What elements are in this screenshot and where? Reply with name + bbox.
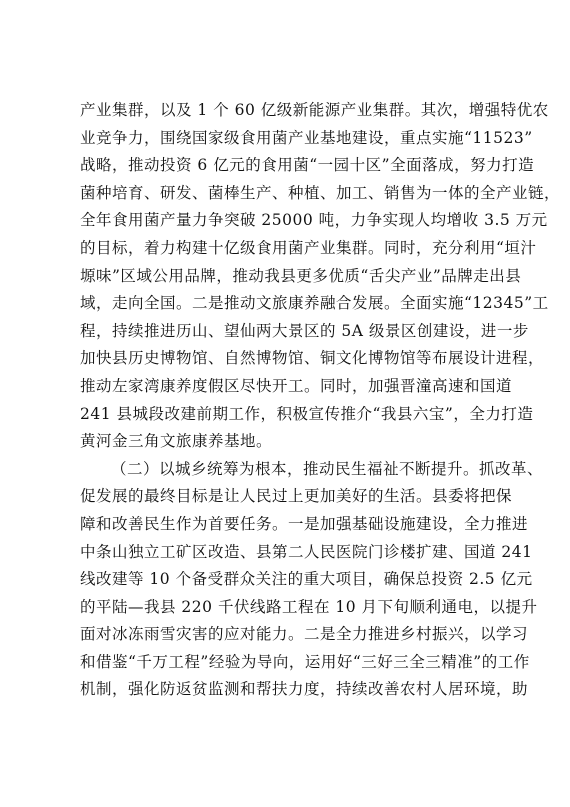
text-line: 中条山独立工矿区改造、县第二人民医院门诊楼扩建、国道 241 [80,542,533,561]
text-line: 加快县历史博物馆、自然博物馆、铜文化博物馆等布展设计进程， [80,349,545,368]
text-line: 程，持续推进历山、望仙两大景区的 5A 级景区创建设，进一步 [80,321,529,340]
text-line: 战略，推动投资 6 亿元的食用菌“一园十区”全面落成，努力打造 [80,156,535,175]
text-line: 产业集群，以及 1 个 60 亿级新能源产业集群。其次，增强特优农 [80,101,549,119]
text-line: 菌种培育、研发、菌棒生产、种植、加工、销售为一体的全产业链， [80,183,561,202]
text-line: 的目标，着力构建十亿级食用菌产业集群。同时，充分利用“垣汁 [80,238,537,257]
text-line: 的平陆—我县 220 千伏线路工程在 10 月下旬顺利通电，以提升 [80,597,538,616]
text-line: 促发展的最终目标是让人民过上更加美好的生活。县委将把保 [80,487,513,506]
text-line: 线改建等 10 个备受群众关注的重大项目，确保总投资 2.5 亿元 [80,570,533,589]
text-line: 域，走向全国。二是推动文旅康养融合发展。全面实施“12345”工 [80,294,549,313]
text-line: 全年食用菌产量力争突破 25000 吨，力争实现人均增收 3.5 万元 [80,211,548,230]
text-line: 机制，强化防返贫监测和帮扶力度，持续改善农村人居环境，助 [80,680,529,699]
text-line: 黄河金三角文旅康养基地。 [80,432,273,451]
text-line: 推动左家湾康养度假区尽快开工。同时，加强晋潼高速和国道 [80,376,513,395]
text-line: 塬味”区域公用品牌，推动我县更多优质“舌尖产业”品牌走出县 [80,266,522,285]
text-line: 241 县城段改建前期工作，积极宣传推介“我县六宝”，全力打造 [80,404,534,423]
text-line: 面对冰冻雨雪灾害的应对能力。二是全力推进乡村振兴，以学习 [80,625,529,644]
section-heading-line: （二）以城乡统筹为根本，推动民生福祉不断提升。抓改革、 [111,459,544,478]
text-line: 和借鉴“千万工程”经验为导向，运用好“三好三全三精准”的工作 [80,652,530,671]
text-line: 障和改善民生作为首要任务。一是加强基础设施建设，全力推进 [80,514,529,533]
text-line: 业竞争力，围绕国家级食用菌产业基地建设，重点实施“11523” [80,128,533,147]
